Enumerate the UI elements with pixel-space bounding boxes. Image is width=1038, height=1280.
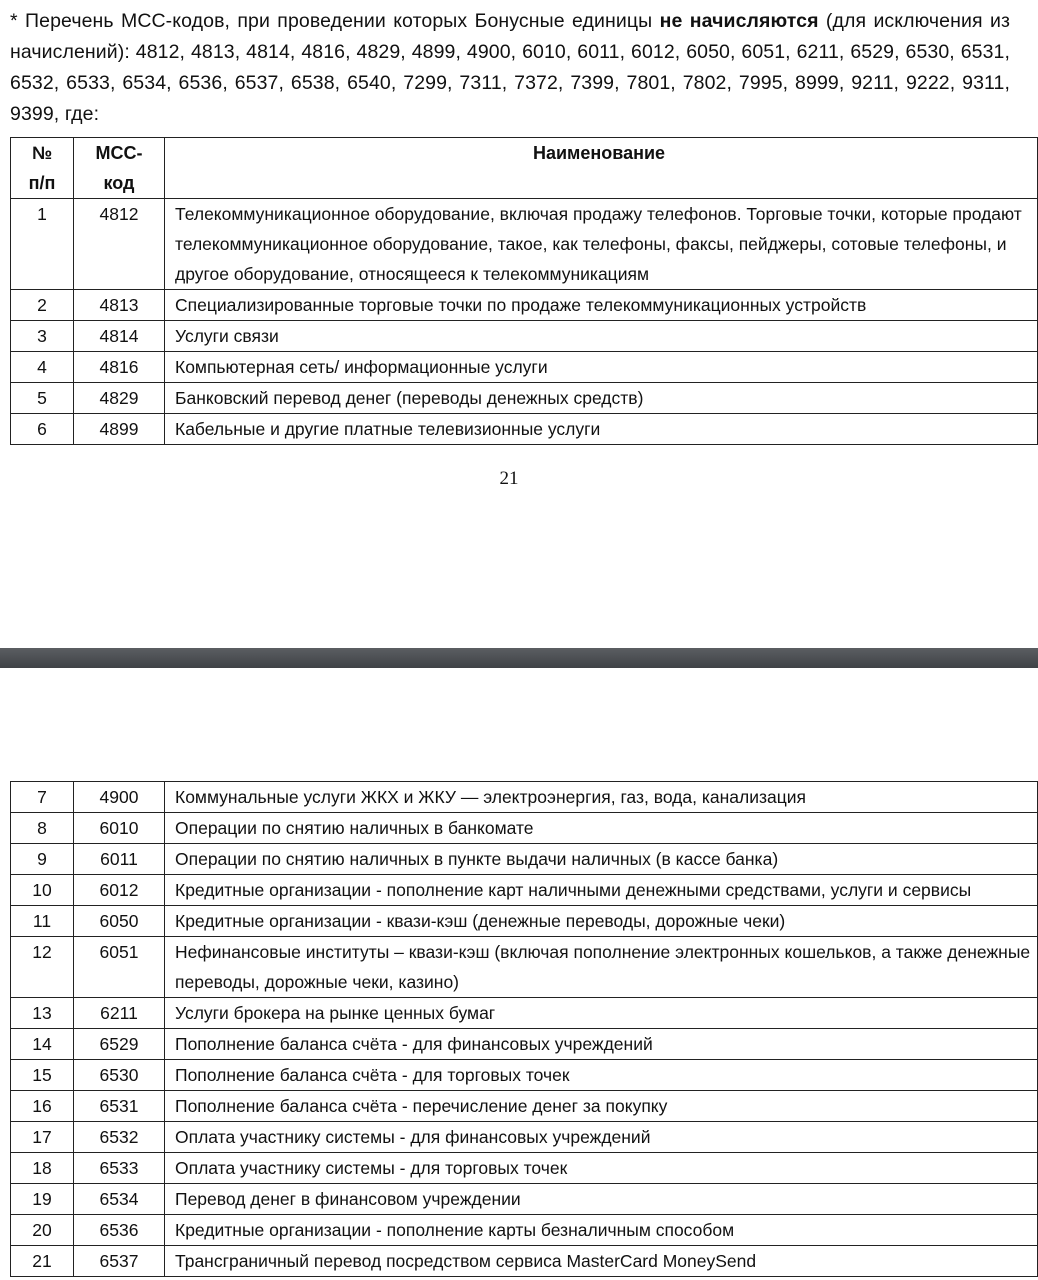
mcc-code: 4899 [74, 414, 165, 445]
table-row [11, 352, 1038, 383]
mcc-description: Кредитные организации - пополнение карты безналичным способом [165, 1215, 1038, 1246]
mcc-code: 4829 [74, 383, 165, 414]
row-number: 10 [11, 875, 74, 906]
row-number: 5 [11, 383, 74, 414]
mcc-description: Кредитные организации - квази-кэш (денежные переводы, дорожные чеки) [165, 906, 1038, 937]
table-row [11, 1091, 1038, 1122]
mcc-code: 6537 [74, 1246, 165, 1277]
row-number: 2 [11, 290, 74, 321]
intro-text-prefix: * Перечень МСС-кодов, при проведении которых Бонусные единицы [10, 10, 660, 32]
mcc-description: Телекоммуникационное оборудование, включая продажу телефонов. Торговые точки, которые продают телекоммуникационное оборудование, такое, как телефоны, факсы, пейджеры, сотовые телефоны, и другое оборудование, относящееся к телекоммуникациям [165, 199, 1038, 290]
mcc-code: 6011 [74, 844, 165, 875]
mcc-description: Компьютерная сеть/ информационные услуги [165, 352, 1038, 383]
mcc-description: Оплата участнику системы - для финансовых учреждений [165, 1122, 1038, 1153]
row-number: 19 [11, 1184, 74, 1215]
row-number: 17 [11, 1122, 74, 1153]
header-num: № п/п [11, 138, 74, 199]
mcc-description: Пополнение баланса счёта - для финансовых учреждений [165, 1029, 1038, 1060]
row-number: 4 [11, 352, 74, 383]
mcc-description: Коммунальные услуги ЖКХ и ЖКУ — электроэнергия, газ, вода, канализация [165, 782, 1038, 813]
mcc-table-page1 [10, 137, 1038, 445]
table-header-row [11, 138, 1038, 199]
row-number: 18 [11, 1153, 74, 1184]
mcc-description: Услуги брокера на рынке ценных бумаг [165, 998, 1038, 1029]
table-row [11, 937, 1038, 998]
mcc-description: Специализированные торговые точки по продаже телекоммуникационных устройств [165, 290, 1038, 321]
mcc-code: 6010 [74, 813, 165, 844]
page-number: 21 [499, 468, 519, 489]
table-row [11, 813, 1038, 844]
mcc-description: Услуги связи [165, 321, 1038, 352]
table-row [11, 1215, 1038, 1246]
table-row [11, 906, 1038, 937]
table-row [11, 782, 1038, 813]
mcc-code: 6051 [74, 937, 165, 998]
mcc-description: Трансграничный перевод посредством сервиса MasterCard MoneySend [165, 1246, 1038, 1277]
row-number: 6 [11, 414, 74, 445]
document-page-22 [0, 668, 1038, 1280]
header-name: Наименование [165, 138, 1038, 199]
mcc-code: 6531 [74, 1091, 165, 1122]
mcc-description: Операции по снятию наличных в банкомате [165, 813, 1038, 844]
mcc-code: 4812 [74, 199, 165, 290]
row-number: 7 [11, 782, 74, 813]
mcc-code: 6012 [74, 875, 165, 906]
table-row [11, 998, 1038, 1029]
mcc-code: 4900 [74, 782, 165, 813]
intro-text-suffix: (для исключения из начислений): 4812, 4813, 4814, 4816, 4829, 4899, 4900, 6010, 6011, 6012, 6050, 6051, 6211, 6529, 6530, 6531, 6532, 6533, 6534, 6536, 6537, 6538, 6540, 7299, 7311, 7372, 7399, 7801, 7802, 7995, 8999, 9211, 9222, 9311, 9399, где: [10, 10, 1010, 125]
mcc-description: Оплата участнику системы - для торговых точек [165, 1153, 1038, 1184]
mcc-description: Банковский перевод денег (переводы денежных средств) [165, 383, 1038, 414]
row-number: 14 [11, 1029, 74, 1060]
intro-text-bold: не начисляются [659, 10, 819, 32]
row-number: 11 [11, 906, 74, 937]
row-number: 12 [11, 937, 74, 998]
row-number: 8 [11, 813, 74, 844]
table-row [11, 414, 1038, 445]
mcc-description: Кредитные организации - пополнение карт наличными денежными средствами, услуги и сервисы [165, 875, 1038, 906]
table-row [11, 1060, 1038, 1091]
row-number: 16 [11, 1091, 74, 1122]
header-code: МСС- код [74, 138, 165, 199]
table-row [11, 383, 1038, 414]
table-row [11, 875, 1038, 906]
row-number: 9 [11, 844, 74, 875]
mcc-code: 6530 [74, 1060, 165, 1091]
table-row [11, 199, 1038, 290]
table-row [11, 1153, 1038, 1184]
mcc-code: 4814 [74, 321, 165, 352]
mcc-description: Пополнение баланса счёта - для торговых точек [165, 1060, 1038, 1091]
table-row [11, 844, 1038, 875]
table-row [11, 1122, 1038, 1153]
page-separator [0, 648, 1038, 668]
row-number: 21 [11, 1246, 74, 1277]
mcc-description: Кабельные и другие платные телевизионные услуги [165, 414, 1038, 445]
mcc-description: Пополнение баланса счёта - перечисление денег за покупку [165, 1091, 1038, 1122]
table-row [11, 1184, 1038, 1215]
mcc-description: Операции по снятию наличных в пункте выдачи наличных (в кассе банка) [165, 844, 1038, 875]
table-row [11, 321, 1038, 352]
row-number: 13 [11, 998, 74, 1029]
mcc-code: 6529 [74, 1029, 165, 1060]
table-row [11, 290, 1038, 321]
mcc-code: 6536 [74, 1215, 165, 1246]
row-number: 20 [11, 1215, 74, 1246]
row-number: 15 [11, 1060, 74, 1091]
table-row [11, 1029, 1038, 1060]
mcc-code: 6211 [74, 998, 165, 1029]
mcc-table-page2 [10, 781, 1038, 1277]
mcc-code: 4816 [74, 352, 165, 383]
mcc-description: Перевод денег в финансовом учреждении [165, 1184, 1038, 1215]
intro-paragraph [10, 6, 1010, 130]
mcc-description: Нефинансовые институты – квази-кэш (включая пополнение электронных кошельков, а также денежные переводы, дорожные чеки, казино) [165, 937, 1038, 998]
mcc-code: 6050 [74, 906, 165, 937]
mcc-code: 6532 [74, 1122, 165, 1153]
mcc-code: 6533 [74, 1153, 165, 1184]
mcc-code: 4813 [74, 290, 165, 321]
mcc-code: 6534 [74, 1184, 165, 1215]
table-row [11, 1246, 1038, 1277]
row-number: 3 [11, 321, 74, 352]
row-number: 1 [11, 199, 74, 290]
